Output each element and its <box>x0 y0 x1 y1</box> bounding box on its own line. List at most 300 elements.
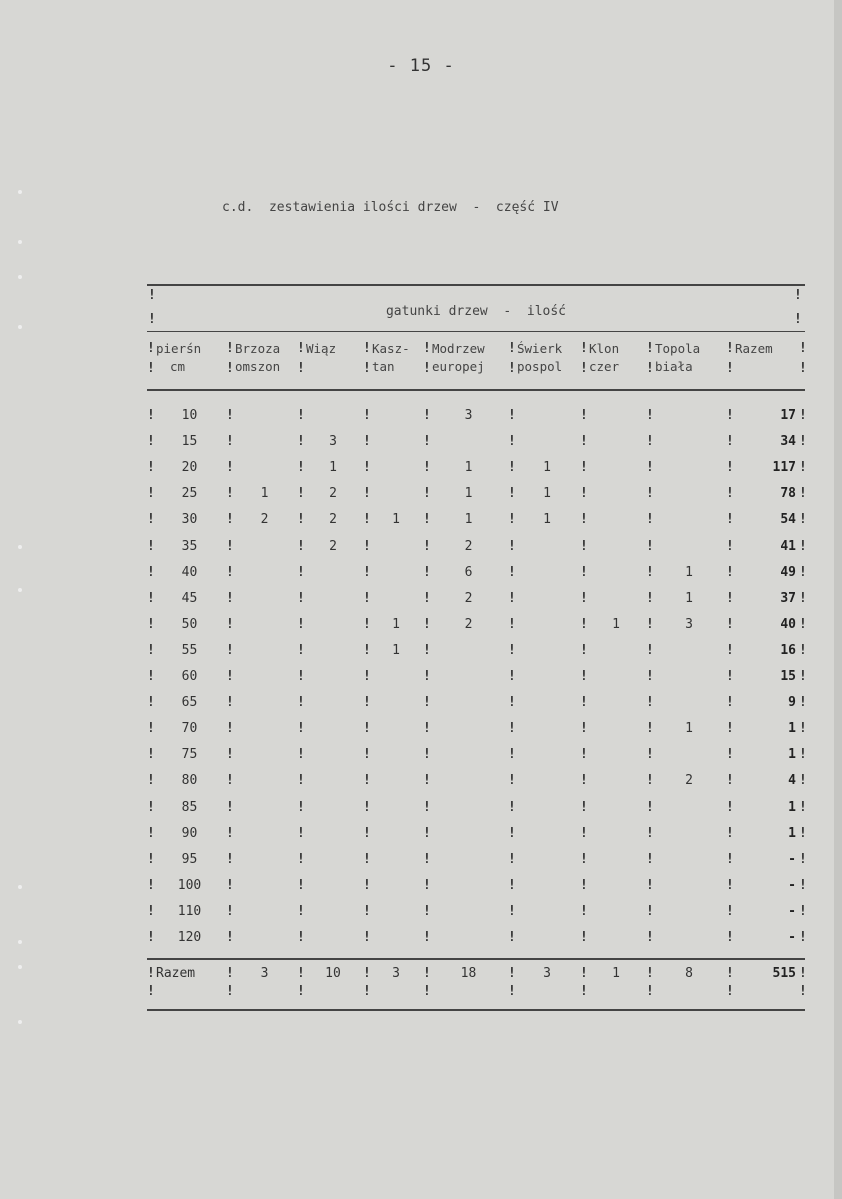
header-separator: ! <box>646 341 654 356</box>
row-separator: ! <box>297 434 305 450</box>
diameter-cell: 90 <box>181 825 198 841</box>
punch-mark <box>18 545 22 549</box>
row-separator: ! <box>226 721 234 737</box>
row-separator: ! <box>363 512 371 528</box>
row-separator: ! <box>297 695 305 711</box>
punch-mark <box>18 275 22 279</box>
row-separator: ! <box>726 773 734 789</box>
row-separator: ! <box>423 695 431 711</box>
row-separator: ! <box>226 408 234 423</box>
total-cell: 515 <box>772 966 796 981</box>
row-separator: ! <box>226 538 234 554</box>
row-separator: ! <box>147 695 155 711</box>
count-cell: 6 <box>464 564 473 580</box>
row-separator: ! <box>646 486 654 502</box>
total-separator: ! <box>147 966 155 981</box>
total-separator: ! <box>297 984 305 999</box>
punch-mark <box>18 190 22 194</box>
row-separator: ! <box>423 747 431 763</box>
row-separator: ! <box>646 408 654 423</box>
document-title: c.d. zestawienia ilości drzew - część IV <box>222 200 559 215</box>
diameter-cell: 20 <box>181 460 198 476</box>
row-separator: ! <box>508 903 516 919</box>
count-cell: 1 <box>329 460 337 476</box>
row-separator: ! <box>508 930 516 945</box>
row-separator: ! <box>297 408 305 423</box>
row-separator: ! <box>799 695 807 711</box>
row-separator: ! <box>726 851 734 867</box>
diameter-cell: 35 <box>181 538 198 554</box>
row-separator: ! <box>147 747 155 763</box>
row-separator: ! <box>363 642 371 658</box>
column-separator: ! <box>794 312 802 327</box>
page-edge-shadow <box>834 0 842 1199</box>
row-separator: ! <box>226 642 234 658</box>
header-separator: ! <box>147 361 155 376</box>
row-separator: ! <box>726 825 734 841</box>
row-separator: ! <box>508 616 516 632</box>
header-separator: ! <box>297 361 305 376</box>
count-cell: - <box>788 930 796 945</box>
row-separator: ! <box>297 930 305 945</box>
total-cell: 3 <box>392 966 400 981</box>
row-separator: ! <box>646 930 654 945</box>
header-separator: ! <box>580 361 588 376</box>
row-separator: ! <box>508 512 516 528</box>
row-separator: ! <box>799 799 807 815</box>
header-separator: ! <box>297 341 305 356</box>
row-separator: ! <box>297 851 305 867</box>
row-separator: ! <box>297 877 305 893</box>
row-separator: ! <box>508 486 516 502</box>
column-header-4: Modrzew <box>432 341 485 356</box>
row-separator: ! <box>423 669 431 684</box>
row-separator: ! <box>580 877 588 893</box>
row-separator: ! <box>646 616 654 632</box>
row-separator: ! <box>423 408 431 423</box>
diameter-cell: 15 <box>181 434 198 450</box>
row-separator: ! <box>363 434 371 450</box>
row-separator: ! <box>297 903 305 919</box>
top-rule <box>147 284 805 286</box>
row-separator: ! <box>147 460 155 476</box>
row-separator: ! <box>726 695 734 711</box>
column-subheader-4: europej <box>432 359 485 374</box>
row-separator: ! <box>646 773 654 789</box>
row-separator: ! <box>423 825 431 841</box>
row-separator: ! <box>423 642 431 658</box>
row-separator: ! <box>226 877 234 893</box>
count-cell: - <box>788 851 796 867</box>
bottom-rule <box>147 1009 805 1011</box>
row-separator: ! <box>297 538 305 554</box>
total-separator: ! <box>508 984 516 999</box>
row-separator: ! <box>363 695 371 711</box>
header-separator: ! <box>423 341 431 356</box>
row-separator: ! <box>726 564 734 580</box>
row-separator: ! <box>363 825 371 841</box>
count-cell: 16 <box>780 642 796 658</box>
header-rule <box>147 389 805 391</box>
row-separator: ! <box>226 851 234 867</box>
count-cell: 1 <box>392 616 400 632</box>
row-separator: ! <box>297 799 305 815</box>
total-separator: ! <box>646 966 654 981</box>
group-header: gatunki drzew - ilość <box>385 304 566 319</box>
row-separator: ! <box>147 877 155 893</box>
count-cell: 2 <box>464 616 473 632</box>
header-separator: ! <box>147 341 155 356</box>
row-separator: ! <box>226 460 234 476</box>
row-separator: ! <box>423 773 431 789</box>
diameter-cell: 30 <box>181 512 198 528</box>
row-separator: ! <box>646 747 654 763</box>
column-separator: ! <box>148 288 156 303</box>
diameter-cell: 25 <box>181 486 198 502</box>
count-cell: 40 <box>780 616 796 632</box>
header-separator: ! <box>423 361 431 376</box>
row-separator: ! <box>363 877 371 893</box>
count-cell: 3 <box>464 408 473 423</box>
row-separator: ! <box>226 695 234 711</box>
row-separator: ! <box>423 434 431 450</box>
row-separator: ! <box>297 486 305 502</box>
column-header-0: pierśn <box>156 341 202 356</box>
row-separator: ! <box>726 616 734 632</box>
total-cell: 1 <box>612 966 620 981</box>
row-separator: ! <box>580 616 588 632</box>
row-separator: ! <box>799 642 807 658</box>
row-separator: ! <box>799 773 807 789</box>
header-separator: ! <box>363 361 371 376</box>
row-separator: ! <box>799 851 807 867</box>
row-separator: ! <box>297 721 305 737</box>
count-cell: 1 <box>685 721 693 737</box>
row-separator: ! <box>726 460 734 476</box>
row-separator: ! <box>799 590 807 606</box>
row-separator: ! <box>580 564 588 580</box>
punch-mark <box>18 240 22 244</box>
row-separator: ! <box>508 538 516 554</box>
row-separator: ! <box>226 669 234 684</box>
row-separator: ! <box>726 747 734 763</box>
column-header-1: Brzoza <box>235 341 281 356</box>
header-separator: ! <box>508 361 516 376</box>
count-cell: 2 <box>329 538 337 554</box>
row-separator: ! <box>423 721 431 737</box>
row-separator: ! <box>580 460 588 476</box>
row-separator: ! <box>508 799 516 815</box>
count-cell: 4 <box>788 773 796 789</box>
total-separator: ! <box>363 984 371 999</box>
row-separator: ! <box>423 799 431 815</box>
total-separator: ! <box>799 984 807 999</box>
row-separator: ! <box>363 564 371 580</box>
count-cell: 1 <box>464 460 473 476</box>
row-separator: ! <box>799 564 807 580</box>
row-separator: ! <box>423 903 431 919</box>
row-separator: ! <box>508 773 516 789</box>
row-separator: ! <box>726 538 734 554</box>
row-separator: ! <box>423 930 431 945</box>
count-cell: 54 <box>780 512 796 528</box>
row-separator: ! <box>508 642 516 658</box>
punch-mark <box>18 885 22 889</box>
row-separator: ! <box>147 538 155 554</box>
total-separator: ! <box>726 984 734 999</box>
row-separator: ! <box>423 851 431 867</box>
row-separator: ! <box>726 434 734 450</box>
row-separator: ! <box>726 877 734 893</box>
row-separator: ! <box>508 564 516 580</box>
total-separator: ! <box>726 966 734 981</box>
row-separator: ! <box>297 590 305 606</box>
count-cell: 78 <box>780 486 796 502</box>
row-separator: ! <box>508 825 516 841</box>
count-cell: 17 <box>780 408 796 423</box>
row-separator: ! <box>363 773 371 789</box>
row-separator: ! <box>147 564 155 580</box>
row-separator: ! <box>363 721 371 737</box>
count-cell: 2 <box>464 538 473 554</box>
row-separator: ! <box>726 669 734 684</box>
row-separator: ! <box>297 747 305 763</box>
row-separator: ! <box>226 825 234 841</box>
total-cell: 3 <box>543 966 551 981</box>
row-separator: ! <box>363 851 371 867</box>
row-separator: ! <box>799 434 807 450</box>
count-cell: 34 <box>780 434 796 450</box>
row-separator: ! <box>423 590 431 606</box>
row-separator: ! <box>646 877 654 893</box>
row-separator: ! <box>147 669 155 684</box>
row-separator: ! <box>726 590 734 606</box>
row-separator: ! <box>580 825 588 841</box>
row-separator: ! <box>646 669 654 684</box>
column-header-2: Wiąz <box>306 341 337 356</box>
row-separator: ! <box>508 460 516 476</box>
row-separator: ! <box>508 669 516 684</box>
count-cell: 1 <box>464 486 473 502</box>
count-cell: 3 <box>685 616 693 632</box>
header-separator: ! <box>799 341 807 356</box>
row-separator: ! <box>726 408 734 423</box>
count-cell: 2 <box>685 773 693 789</box>
row-separator: ! <box>580 773 588 789</box>
row-separator: ! <box>226 564 234 580</box>
row-separator: ! <box>580 695 588 711</box>
row-separator: ! <box>580 851 588 867</box>
row-separator: ! <box>363 538 371 554</box>
column-separator: ! <box>148 312 156 327</box>
column-separator: ! <box>794 288 802 303</box>
row-separator: ! <box>580 408 588 423</box>
row-separator: ! <box>423 460 431 476</box>
row-separator: ! <box>580 747 588 763</box>
total-separator: ! <box>580 984 588 999</box>
row-separator: ! <box>423 877 431 893</box>
count-cell: 1 <box>260 486 269 502</box>
row-separator: ! <box>363 408 371 423</box>
row-separator: ! <box>799 538 807 554</box>
row-separator: ! <box>423 512 431 528</box>
row-separator: ! <box>799 512 807 528</box>
header-separator: ! <box>580 341 588 356</box>
row-separator: ! <box>799 877 807 893</box>
row-separator: ! <box>580 434 588 450</box>
total-separator: ! <box>423 966 431 981</box>
tree-count-table <box>147 284 805 1014</box>
header-separator: ! <box>226 361 234 376</box>
row-separator: ! <box>147 851 155 867</box>
row-separator: ! <box>580 590 588 606</box>
count-cell: 1 <box>788 799 796 815</box>
row-separator: ! <box>646 564 654 580</box>
column-subheader-1: omszon <box>235 359 281 374</box>
row-separator: ! <box>147 434 155 450</box>
row-separator: ! <box>147 642 155 658</box>
punch-mark <box>18 588 22 592</box>
header-separator: ! <box>726 361 734 376</box>
row-separator: ! <box>363 460 371 476</box>
punch-mark <box>18 965 22 969</box>
row-separator: ! <box>423 486 431 502</box>
total-separator: ! <box>297 966 305 981</box>
total-cell: 18 <box>460 966 477 981</box>
count-cell: 37 <box>780 590 796 606</box>
row-separator: ! <box>799 825 807 841</box>
row-separator: ! <box>226 930 234 945</box>
diameter-cell: 45 <box>181 590 198 606</box>
row-separator: ! <box>580 721 588 737</box>
row-separator: ! <box>646 434 654 450</box>
diameter-cell: 40 <box>181 564 198 580</box>
count-cell: 2 <box>329 486 337 502</box>
row-separator: ! <box>297 512 305 528</box>
count-cell: 3 <box>329 434 337 450</box>
column-subheader-6: czer <box>589 359 620 374</box>
row-separator: ! <box>297 773 305 789</box>
row-separator: ! <box>297 642 305 658</box>
total-cell: 3 <box>260 966 269 981</box>
row-separator: ! <box>147 486 155 502</box>
row-separator: ! <box>726 903 734 919</box>
row-separator: ! <box>646 851 654 867</box>
total-separator: ! <box>363 966 371 981</box>
diameter-cell: 50 <box>181 616 198 632</box>
row-separator: ! <box>580 930 588 945</box>
count-cell: 41 <box>780 538 796 554</box>
diameter-cell: 120 <box>177 930 202 945</box>
count-cell: 15 <box>780 669 796 684</box>
row-separator: ! <box>726 721 734 737</box>
column-header-5: Świerk <box>517 341 563 356</box>
row-separator: ! <box>226 434 234 450</box>
count-cell: - <box>788 877 796 893</box>
total-cell: 10 <box>325 966 341 981</box>
diameter-cell: 110 <box>177 903 202 919</box>
row-separator: ! <box>147 799 155 815</box>
row-separator: ! <box>646 799 654 815</box>
row-separator: ! <box>646 460 654 476</box>
row-separator: ! <box>646 538 654 554</box>
header-separator: ! <box>363 341 371 356</box>
row-separator: ! <box>297 460 305 476</box>
total-label: Razem <box>156 966 196 981</box>
count-cell: 1 <box>543 512 551 528</box>
punch-mark <box>18 325 22 329</box>
row-separator: ! <box>799 486 807 502</box>
total-rule <box>147 958 805 960</box>
row-separator: ! <box>423 616 431 632</box>
total-separator: ! <box>147 984 155 999</box>
count-cell: - <box>788 903 796 919</box>
count-cell: 1 <box>788 721 796 737</box>
count-cell: 1 <box>392 642 400 658</box>
count-cell: 1 <box>543 486 551 502</box>
row-separator: ! <box>508 851 516 867</box>
row-separator: ! <box>580 538 588 554</box>
row-separator: ! <box>147 903 155 919</box>
row-separator: ! <box>508 590 516 606</box>
diameter-cell: 65 <box>181 695 198 711</box>
count-cell: 117 <box>772 460 796 476</box>
diameter-cell: 70 <box>181 721 198 737</box>
count-cell: 49 <box>780 564 796 580</box>
row-separator: ! <box>799 460 807 476</box>
row-separator: ! <box>226 616 234 632</box>
count-cell: 1 <box>788 747 796 763</box>
row-separator: ! <box>580 799 588 815</box>
diameter-cell: 100 <box>177 877 202 893</box>
total-cell: 8 <box>685 966 693 981</box>
row-separator: ! <box>580 669 588 684</box>
row-separator: ! <box>799 408 807 423</box>
row-separator: ! <box>363 616 371 632</box>
row-separator: ! <box>799 669 807 684</box>
row-separator: ! <box>363 486 371 502</box>
header-separator: ! <box>799 361 807 376</box>
count-cell: 2 <box>329 512 337 528</box>
row-separator: ! <box>726 486 734 502</box>
total-separator: ! <box>799 966 807 981</box>
row-separator: ! <box>646 695 654 711</box>
row-separator: ! <box>423 564 431 580</box>
count-cell: 1 <box>685 564 693 580</box>
diameter-cell: 75 <box>181 747 198 763</box>
total-separator: ! <box>423 984 431 999</box>
row-separator: ! <box>508 877 516 893</box>
row-separator: ! <box>297 616 305 632</box>
row-separator: ! <box>363 669 371 684</box>
header-separator: ! <box>226 341 234 356</box>
count-cell: 1 <box>392 512 400 528</box>
row-separator: ! <box>508 434 516 450</box>
count-cell: 2 <box>464 590 473 606</box>
page-number: - 15 - <box>387 56 455 76</box>
punch-mark <box>18 1020 22 1024</box>
row-separator: ! <box>226 903 234 919</box>
row-separator: ! <box>726 642 734 658</box>
row-separator: ! <box>646 903 654 919</box>
row-separator: ! <box>646 642 654 658</box>
row-separator: ! <box>508 695 516 711</box>
column-subheader-7: biała <box>655 359 693 374</box>
row-separator: ! <box>580 903 588 919</box>
row-separator: ! <box>363 903 371 919</box>
row-separator: ! <box>363 747 371 763</box>
count-cell: 9 <box>788 695 796 711</box>
